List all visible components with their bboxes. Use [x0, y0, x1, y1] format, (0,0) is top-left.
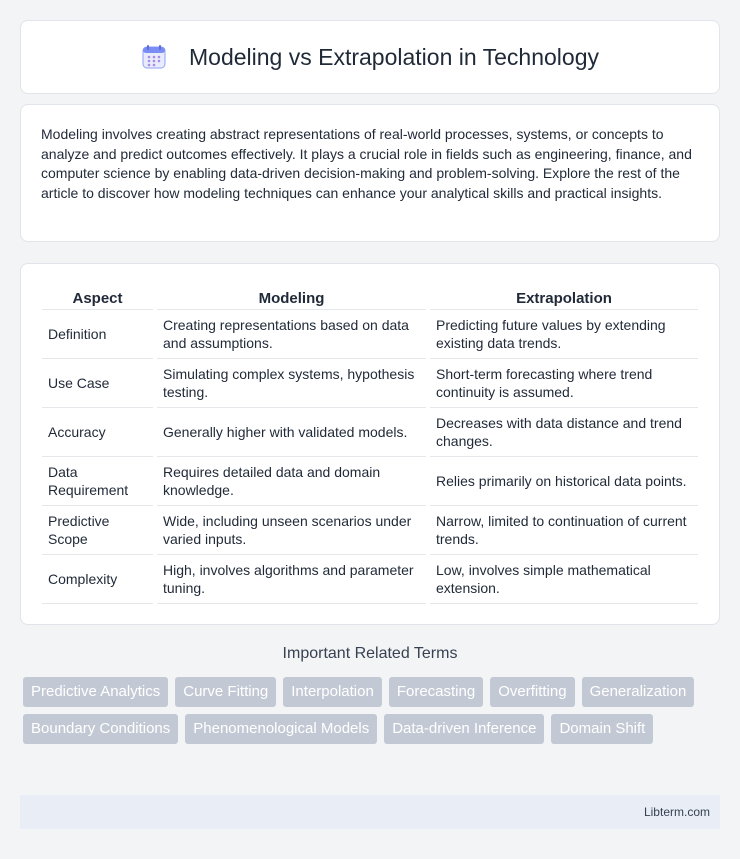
table-cell: Low, involves simple mathematical extension. — [428, 554, 698, 603]
comparison-table — [42, 284, 698, 604]
column-header: Aspect — [42, 284, 155, 309]
table-cell: Creating representations based on data and assumptions. — [155, 309, 428, 358]
table-cell: Requires detailed data and domain knowledge. — [155, 456, 428, 505]
table-cell: Definition — [42, 309, 155, 358]
comparison-table-card — [20, 263, 720, 625]
table-row — [42, 554, 698, 603]
calendar-icon — [141, 44, 167, 70]
table-row — [42, 309, 698, 358]
table-cell: Decreases with data distance and trend changes. — [428, 407, 698, 456]
table-cell: Simulating complex systems, hypothesis testing. — [155, 358, 428, 407]
column-header: Modeling — [155, 284, 428, 309]
table-cell: Accuracy — [42, 407, 155, 456]
table-cell: Use Case — [42, 358, 155, 407]
table-header-row — [42, 284, 698, 309]
footer — [20, 795, 720, 829]
related-term-tag[interactable]: Phenomenological Models — [185, 714, 377, 744]
related-term-tag[interactable]: Boundary Conditions — [23, 714, 178, 744]
table-cell: High, involves algorithms and parameter tuning. — [155, 554, 428, 603]
related-term-tag[interactable]: Curve Fitting — [175, 677, 276, 707]
table-cell: Narrow, limited to continuation of current trends. — [428, 505, 698, 554]
table-cell: Relies primarily on historical data points. — [428, 456, 698, 505]
related-term-tag[interactable]: Domain Shift — [551, 714, 653, 744]
related-term-tag[interactable]: Generalization — [582, 677, 695, 707]
table-cell: Wide, including unseen scenarios under varied inputs. — [155, 505, 428, 554]
table-cell: Data Requirement — [42, 456, 155, 505]
table-row — [42, 407, 698, 456]
table-cell: Short-term forecasting where trend continuity is assumed. — [428, 358, 698, 407]
table-row — [42, 456, 698, 505]
related-term-tag[interactable]: Overfitting — [490, 677, 574, 707]
table-cell: Predicting future values by extending existing data trends. — [428, 309, 698, 358]
header-card — [20, 20, 720, 94]
related-terms-heading: Important Related Terms — [282, 645, 458, 662]
related-term-tag[interactable]: Forecasting — [389, 677, 483, 707]
table-cell: Predictive Scope — [42, 505, 155, 554]
footer-site-link[interactable]: Libterm.com — [643, 805, 710, 819]
table-cell: Complexity — [42, 554, 155, 603]
intro-card — [20, 104, 720, 242]
table-row — [42, 358, 698, 407]
related-term-tag[interactable]: Interpolation — [283, 677, 382, 707]
table-cell: Generally higher with validated models. — [155, 407, 428, 456]
table-row — [42, 505, 698, 554]
related-term-tag[interactable]: Data-driven Inference — [384, 714, 544, 744]
related-terms-list — [23, 677, 723, 751]
intro-text: Modeling involves creating abstract representations of real-world processes, systems, or concepts to analyze and predict outcomes effectively. It plays a crucial role in fields such as engineering, finance, and computer science by enabling data-driven decision-making and problem-solving. Explore the rest of the article to discover how modeling techniques can enhance your analytical skills and practical insights. — [41, 126, 692, 201]
column-header: Extrapolation — [428, 284, 698, 309]
page-title: Modeling vs Extrapolation in Technology — [189, 43, 599, 70]
related-term-tag[interactable]: Predictive Analytics — [23, 677, 168, 707]
